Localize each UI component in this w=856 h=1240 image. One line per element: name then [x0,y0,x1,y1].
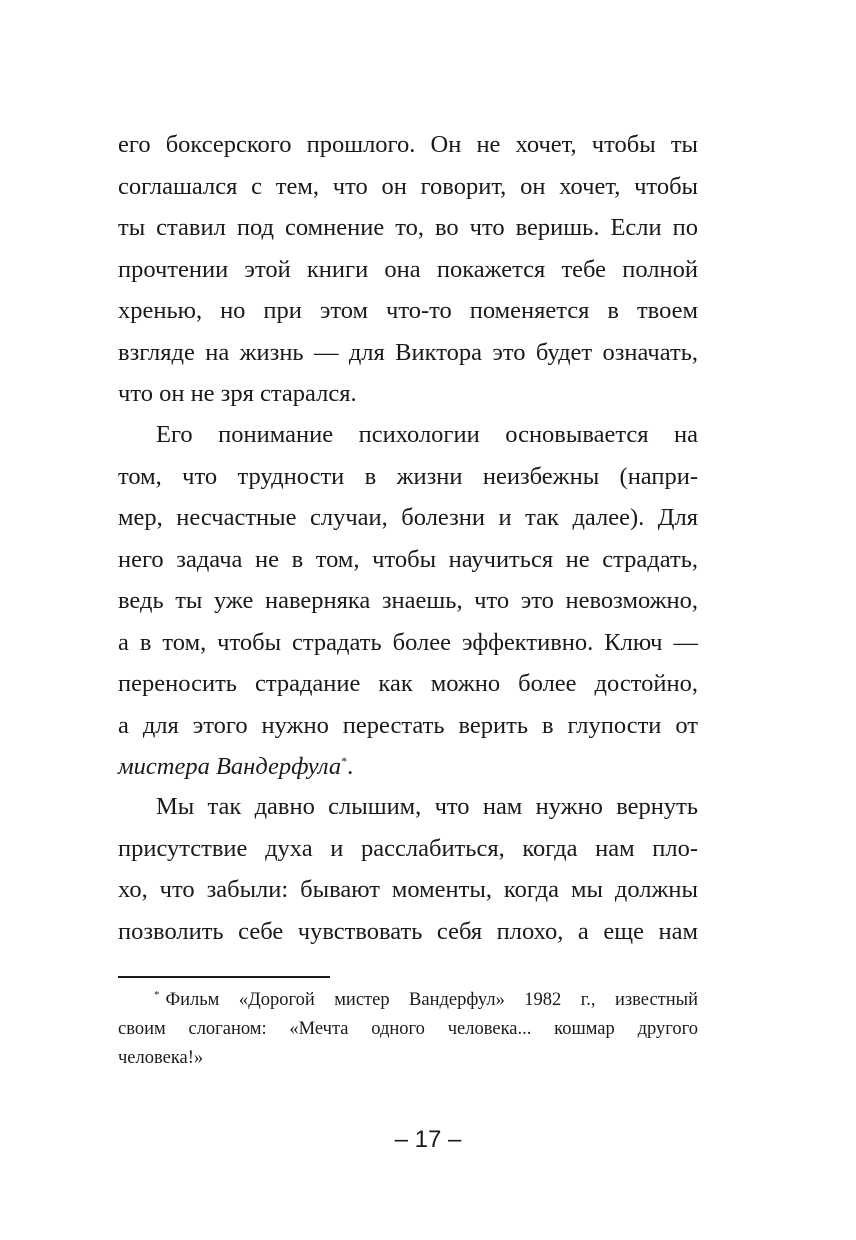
text-line: его боксерского прошлого. Он не хочет, чтобы ты [118,131,698,158]
text-line: присутствие духа и расслабиться, когда нам пло- [118,834,698,862]
text-line: том, что трудности в жизни неизбежны (напри- [118,462,698,490]
text-line: а для этого нужно перестать верить в глупости от [118,711,698,739]
text-line: хренью, но при этом что-то поменяется в твоем [118,297,698,324]
text-line: ведь ты уже наверняка знаешь, что это невозможно, [118,587,698,614]
paragraph-1 [118,124,698,415]
text-line: позволить себе чувствовать себя плохо, а еще нам [118,917,698,945]
text-line: мер, несчастные случаи, болезни и так далее). Для [118,504,698,531]
text-line: Мы так давно слышим, что нам нужно вернуть [156,793,698,820]
sentence-end: . [347,753,354,780]
paragraph-3 [118,786,698,952]
footnote-text: Фильм «Дорогой мистер Вандерфул» 1982 г., известный [165,990,698,1010]
text-line: него задача не в том, чтобы научиться не страдать, [118,545,698,573]
text-line: прочтении этой книги она покажется тебе полной [118,255,698,283]
italic-film-reference: мистера Вандерфула [118,753,342,780]
footnote [118,986,698,1073]
footnote-line [118,986,698,1015]
text-line: ты ставил под сомнение то, во что веришь. Если по [118,214,698,241]
text-line: Его понимание психологии основывается на [156,421,698,448]
footnote-divider [118,976,330,978]
footnote-reference-marker: * [341,753,348,768]
paragraph-2 [118,414,698,788]
footnote-marker: * [154,988,160,1001]
text-line: что он не зря старался. [118,380,357,407]
text-line: а в том, чтобы страдать более эффективно. Ключ — [118,628,698,656]
page-number: – 17 – [394,1126,462,1153]
footnote-line: своим слоганом: «Мечта одного человека... кошмар другого [118,1019,698,1039]
footnote-line: человека!» [118,1048,204,1068]
text-line: соглашался с тем, что он говорит, он хочет, чтобы [118,172,698,200]
text-line: хо, что забыли: бывают моменты, когда мы должны [118,876,698,903]
text-line: переносить страдание как можно более достойно, [118,670,698,697]
text-line: взгляде на жизнь — для Виктора это будет означать, [118,338,698,366]
text-line [118,746,698,788]
